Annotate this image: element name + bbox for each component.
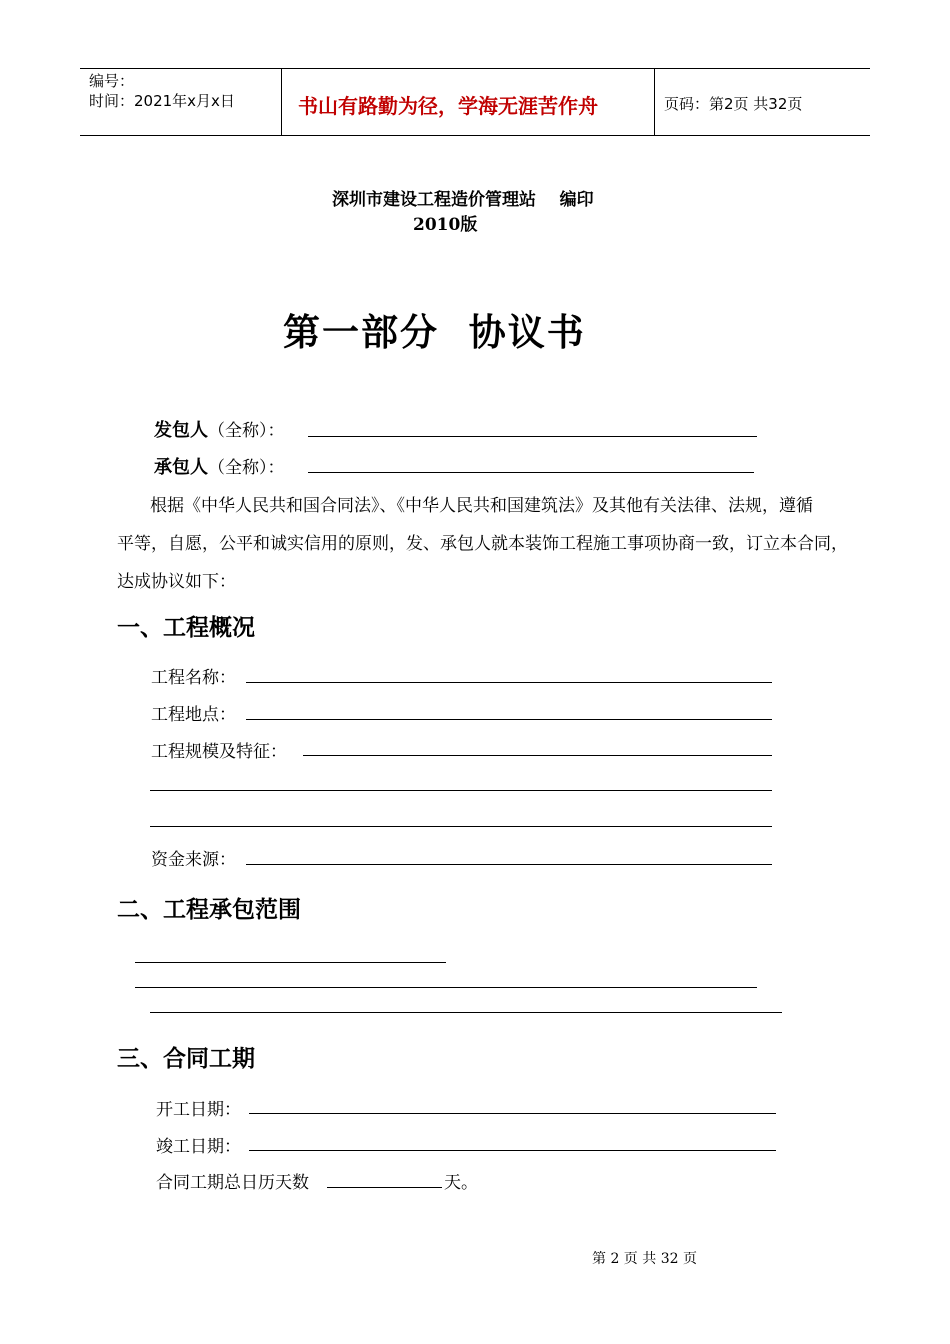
- project-name-label: 工程名称：: [151, 668, 236, 688]
- contractor-label-bold: 承包人: [154, 457, 208, 478]
- project-scale-field-line-3[interactable]: [150, 826, 772, 827]
- header-divider-left: [281, 68, 282, 136]
- header-bottom-border: [80, 135, 870, 136]
- header-time-label: 时间：2021年x月x日: [89, 92, 235, 110]
- project-name-field[interactable]: [246, 682, 772, 683]
- intro-line-1: 根据《中华人民共和国合同法》、《中华人民共和国建筑法》及其他有关法律、法规，遵循: [150, 496, 813, 516]
- header-page-info: 页码：第2页 共32页: [664, 95, 803, 113]
- section-2-heading: 二、工程承包范围: [117, 897, 301, 923]
- header-number-label: 编号：: [89, 72, 135, 90]
- employer-label: [154, 416, 285, 442]
- page-footer: 第 2 页 共 32 页: [592, 1251, 697, 1267]
- end-date-field[interactable]: [249, 1150, 776, 1151]
- contractor-label-rest: （全称）：: [208, 458, 285, 478]
- contractor-name-field[interactable]: [308, 472, 754, 473]
- project-location-label: 工程地点：: [151, 705, 236, 725]
- project-location-field[interactable]: [246, 719, 772, 720]
- total-days-field[interactable]: [327, 1187, 442, 1188]
- employer-name-field[interactable]: [308, 436, 757, 437]
- header-top-border: [80, 68, 870, 69]
- contractor-label: [154, 453, 285, 479]
- header-divider-right: [654, 68, 655, 136]
- employer-label-rest: （全称）：: [208, 421, 285, 441]
- intro-line-2: 平等，自愿，公平和诚实信用的原则，发、承包人就本装饰工程施工事项协商一致，订立本合同，: [117, 534, 848, 554]
- start-date-label: 开工日期：: [156, 1100, 241, 1120]
- project-scale-label: 工程规模及特征：: [151, 742, 287, 762]
- section-1-heading: 一、工程概况: [117, 615, 255, 641]
- funding-source-label: 资金来源：: [151, 850, 236, 870]
- funding-source-field[interactable]: [246, 864, 772, 865]
- project-scale-field[interactable]: [303, 755, 772, 756]
- project-scale-field-line-2[interactable]: [150, 790, 772, 791]
- org-edition: 2010版: [413, 215, 478, 235]
- intro-line-3: 达成协议如下：: [117, 572, 236, 592]
- total-days-prefix: 合同工期总日历天数: [156, 1173, 309, 1193]
- scope-field-line-3[interactable]: [150, 1012, 782, 1013]
- org-name: 深圳市建设工程造价管理站 编印: [332, 190, 594, 210]
- end-date-label: 竣工日期：: [156, 1137, 241, 1157]
- header-motto: 书山有路勤为径，学海无涯苦作舟: [298, 94, 598, 118]
- total-days-suffix: 天。: [444, 1173, 478, 1193]
- section-3-heading: 三、合同工期: [117, 1046, 255, 1072]
- start-date-field[interactable]: [249, 1113, 776, 1114]
- page-title: 第一部分 协议书: [283, 311, 586, 354]
- employer-label-bold: 发包人: [154, 420, 208, 441]
- scope-field-line-2[interactable]: [135, 987, 757, 988]
- scope-field-line-1[interactable]: [135, 962, 446, 963]
